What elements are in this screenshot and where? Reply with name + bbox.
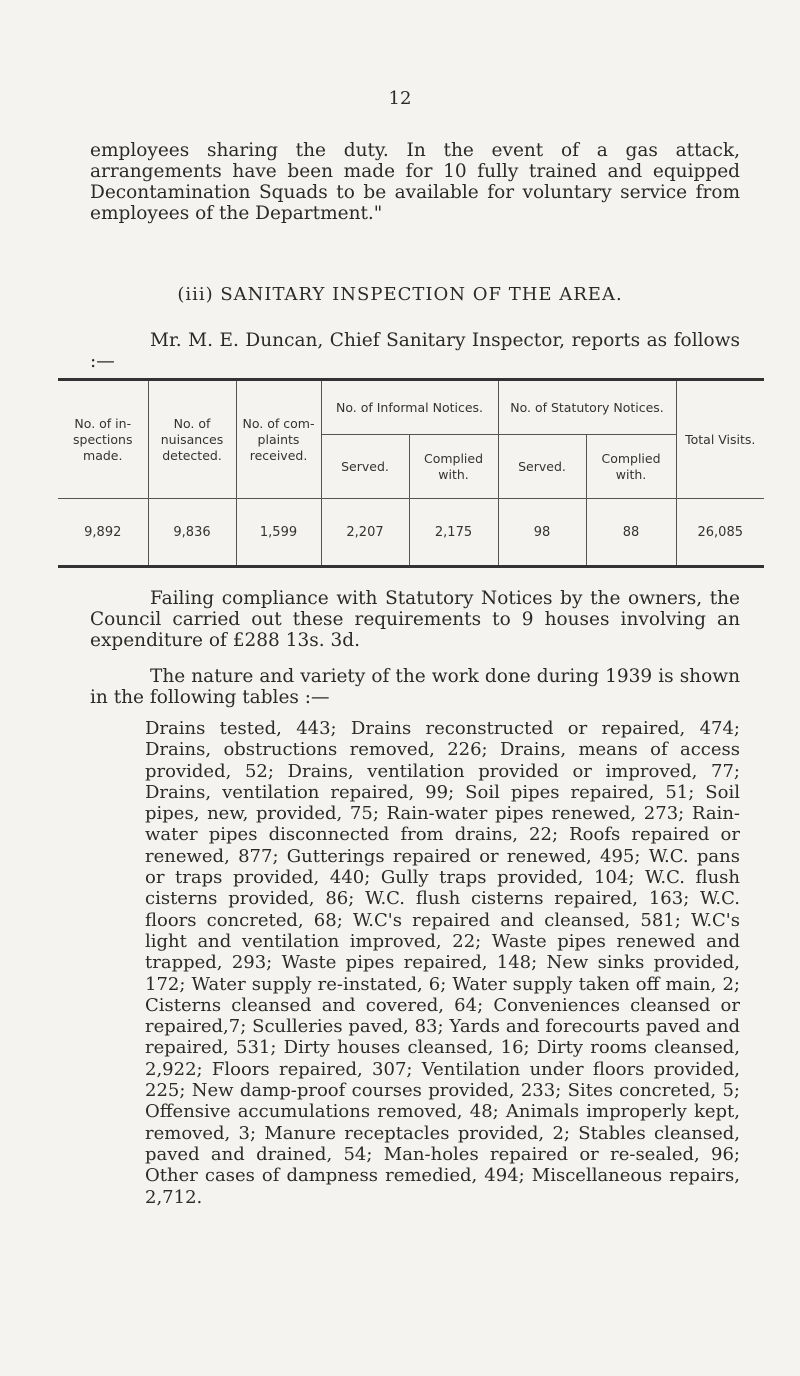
header-nuisances: No. of nuisances detected. bbox=[148, 380, 236, 499]
header-informal-notices: No. of Informal Notices. bbox=[321, 380, 498, 435]
header-statutory-complied: Complied with. bbox=[586, 435, 676, 499]
cell-nuisances: 9,836 bbox=[148, 499, 236, 567]
work-done-list: Drains tested, 443; Drains reconstructed or repaired, 474; Drains, obstructions removed, 226; Drains, means of access provided, 52; Drains, ventilation provided or improved, 77; Drains, ventilation repaired, 99; Soil pipes repaired, 51; Soil pipes, new, provided, 75; Rain-water pipes renewed, 273; Rain-water pipes disconnected from drains, 22; Roofs repaired or renewed, 877; Gutterings repaired or renewed, 495; W.C. pans or traps provided, 440; Gully traps provided, 104; W.C. flush cisterns provided, 86; W.C. flush cisterns repaired, 163; W.C. floors concreted, 68; W.C's repaired and cleansed, 581; W.C's light and ventilation improved, 22; Waste pipes renewed and trapped, 293; Waste pipes repaired, 148; New sinks provided, 172; Water supply re-instated, 6; Water supply taken off main, 2; Cisterns cleansed and covered, 64; Conveniences cleansed or repaired,7; Sculleries paved, 83; Yards and forecourts paved and repaired, 531; Dirty houses cleansed, 16; Dirty rooms cleansed, 2,922; Floors repaired, 307; Ventilation under floors provided, 225; New damp-proof courses provided, 233; Sites concreted, 5; Offensive accumulations removed, 48; Animals improperly kept, removed, 3; Manure receptacles provided, 2; Stables cleansed, paved and drained, 54; Man-holes repaired or re-sealed, 96; Other cases of dampness remedied, 494; Miscellaneous repairs, 2,712. bbox=[145, 718, 740, 1208]
header-complaints: No. of com-plaints received. bbox=[236, 380, 321, 499]
header-inspections: No. of in-spections made. bbox=[58, 380, 148, 499]
nature-paragraph: The nature and variety of the work done during 1939 is shown in the following tables :— bbox=[90, 666, 740, 708]
cell-statutory-complied: 88 bbox=[586, 499, 676, 567]
section-heading: (iii) SANITARY INSPECTION OF THE AREA. bbox=[177, 284, 623, 305]
header-statutory-notices: No. of Statutory Notices. bbox=[498, 380, 676, 435]
header-informal-served: Served. bbox=[321, 435, 409, 499]
intro-paragraph: employees sharing the duty. In the event of a gas attack, arrangements have been made for 10 fully trained and equipped Decontamination Squads to be available for voluntary service from employees of the Department." bbox=[90, 140, 740, 224]
table-row bbox=[58, 499, 764, 567]
cell-statutory-served: 98 bbox=[498, 499, 586, 567]
header-statutory-served: Served. bbox=[498, 435, 586, 499]
cell-complaints: 1,599 bbox=[236, 499, 321, 567]
cell-inspections: 9,892 bbox=[84, 524, 122, 540]
compliance-paragraph: Failing compliance with Statutory Notices by the owners, the Council carried out these requirements to 9 houses involving an expenditure of £288 13s. 3d. bbox=[90, 588, 740, 651]
header-informal-complied: Complied with. bbox=[409, 435, 498, 499]
cell-informal-complied: 2,175 bbox=[409, 499, 498, 567]
cell-total-visits: 26,085 bbox=[676, 499, 764, 567]
cell-informal-served: 2,207 bbox=[321, 499, 409, 567]
page-number: 12 bbox=[388, 88, 412, 109]
header-total-visits: Total Visits. bbox=[676, 380, 764, 499]
sanitary-inspection-table bbox=[58, 378, 764, 568]
report-intro-paragraph: Mr. M. E. Duncan, Chief Sanitary Inspector, reports as follows :— bbox=[90, 330, 740, 372]
